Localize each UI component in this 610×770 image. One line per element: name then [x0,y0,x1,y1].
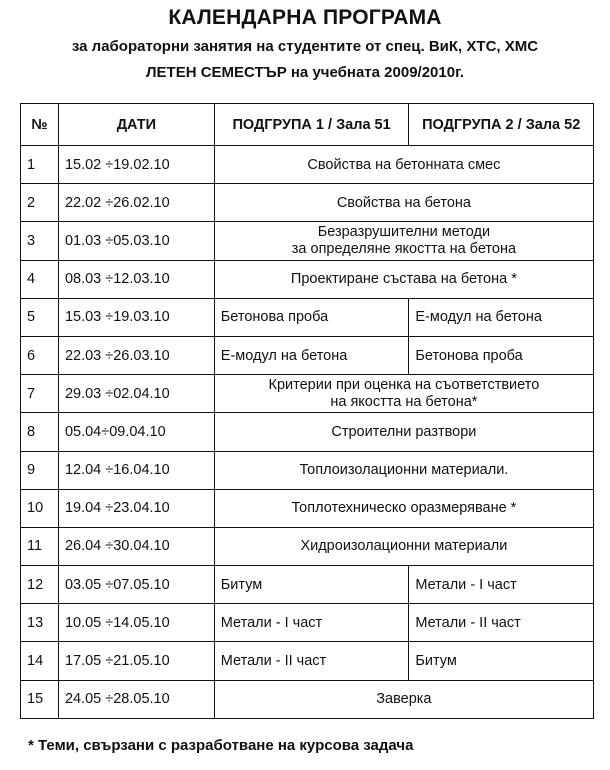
row-group2-topic: Метали - I част [409,566,594,604]
row-dates: 15.03 ÷19.03.10 [58,298,214,336]
row-dates: 29.03 ÷02.04.10 [58,375,214,413]
table-row [21,146,594,184]
row-topic-line: Критерии при оценка на съответствието [268,376,540,393]
row-number: 13 [21,604,59,642]
row-dates: 08.03 ÷12.03.10 [58,260,214,298]
row-group2-topic: Битум [409,642,594,680]
table-row [21,222,594,260]
table-row [21,527,594,565]
table-row [21,184,594,222]
table-row [21,680,594,718]
row-group2-topic: Е-модул на бетона [409,298,594,336]
table-row [21,298,594,336]
row-number: 7 [21,375,59,413]
row-topic: Проектиране състава на бетона * [214,260,593,298]
footnote: * Теми, свързани с разработване на курсова задача [28,737,414,754]
table-row [21,336,594,374]
row-number: 15 [21,680,59,718]
row-group1-topic: Бетонова проба [214,298,409,336]
row-number: 8 [21,413,59,451]
column-header-group1: ПОДГРУПА 1 / Зала 51 [214,104,409,146]
row-topic: Хидроизолационни материали [214,527,593,565]
row-group1-topic: Метали - II част [214,642,409,680]
row-topic [214,222,593,260]
row-topic-line: на якостта на бетона* [330,393,478,410]
document-title: КАЛЕНДАРНА ПРОГРАМА [168,6,442,29]
row-group1-topic: Метали - I част [214,604,409,642]
row-topic [214,375,593,413]
row-dates: 05.04÷09.04.10 [58,413,214,451]
row-number: 9 [21,451,59,489]
row-topic: Топлоизолационни материали. [214,451,593,489]
row-number: 4 [21,260,59,298]
row-group2-topic: Бетонова проба [409,336,594,374]
row-number: 14 [21,642,59,680]
table-row [21,375,594,413]
table-row [21,260,594,298]
row-dates: 19.04 ÷23.04.10 [58,489,214,527]
schedule-body [21,146,594,719]
table-row [21,566,594,604]
column-header-dates: ДАТИ [58,104,214,146]
row-dates: 22.02 ÷26.02.10 [58,184,214,222]
row-group2-topic: Метали - II част [409,604,594,642]
row-dates: 01.03 ÷05.03.10 [58,222,214,260]
table-row [21,451,594,489]
row-topic: Свойства на бетона [214,184,593,222]
row-dates: 12.04 ÷16.04.10 [58,451,214,489]
table-row [21,413,594,451]
table-header-row [21,104,594,146]
row-topic-line: Безразрушителни методи [317,223,491,240]
row-dates: 26.04 ÷30.04.10 [58,527,214,565]
schedule-table [20,103,594,719]
row-dates: 24.05 ÷28.05.10 [58,680,214,718]
row-topic-line: за определяне якостта на бетона [291,240,517,257]
table-row [21,642,594,680]
row-number: 2 [21,184,59,222]
row-number: 3 [21,222,59,260]
column-header-number: № [21,104,59,146]
column-header-group2: ПОДГРУПА 2 / Зала 52 [409,104,594,146]
row-number: 11 [21,527,59,565]
row-number: 5 [21,298,59,336]
row-dates: 17.05 ÷21.05.10 [58,642,214,680]
row-group1-topic: Битум [214,566,409,604]
row-number: 10 [21,489,59,527]
row-number: 12 [21,566,59,604]
row-topic: Строителни разтвори [214,413,593,451]
row-number: 1 [21,146,59,184]
document-subtitle: за лабораторни занятия на студентите от спец. ВиК, ХТС, ХМС [71,38,539,55]
row-dates: 03.05 ÷07.05.10 [58,566,214,604]
table-row [21,489,594,527]
row-number: 6 [21,336,59,374]
row-topic: Топлотехническо оразмеряване * [214,489,593,527]
table-row [21,604,594,642]
row-dates: 10.05 ÷14.05.10 [58,604,214,642]
semester-line: ЛЕТЕН СЕМЕСТЪР на учебната 2009/2010г. [146,64,464,81]
row-dates: 22.03 ÷26.03.10 [58,336,214,374]
row-group1-topic: Е-модул на бетона [214,336,409,374]
row-topic: Свойства на бетонната смес [214,146,593,184]
row-dates: 15.02 ÷19.02.10 [58,146,214,184]
row-topic: Заверка [214,680,593,718]
